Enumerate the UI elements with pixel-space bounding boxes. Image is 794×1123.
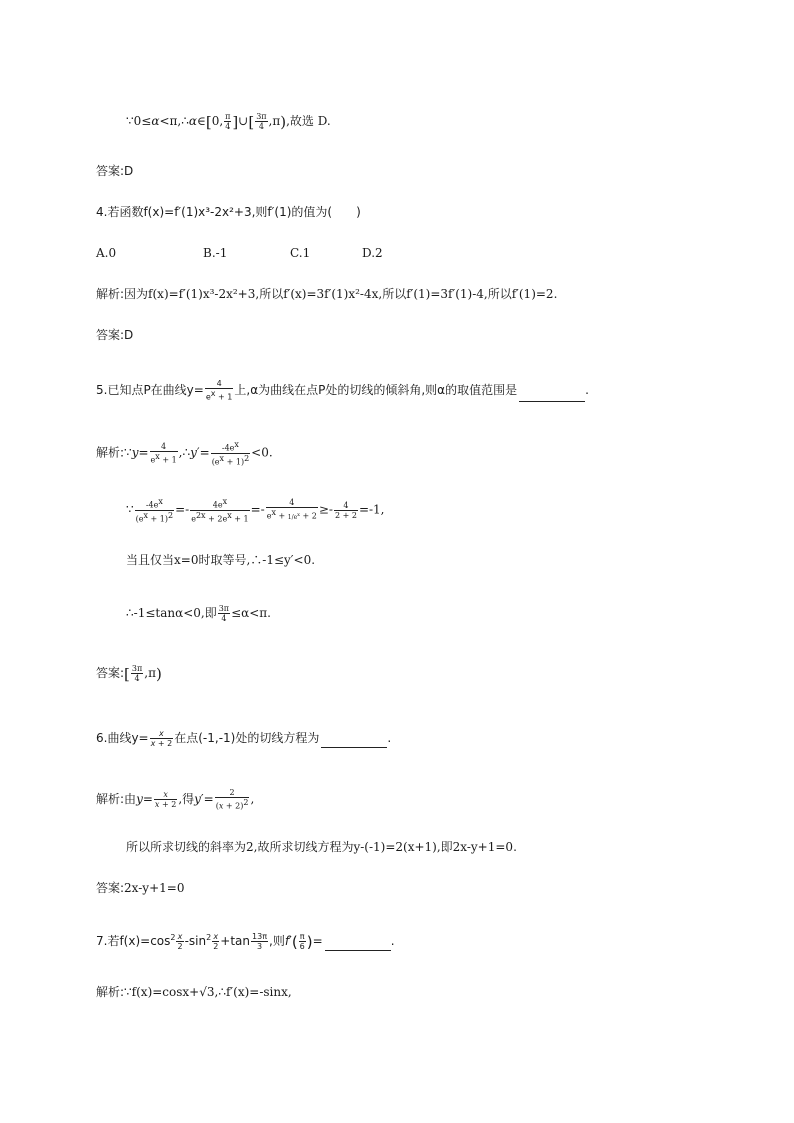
answer-3: 答案:D — [96, 164, 134, 178]
answer-4: 答案:D — [96, 328, 134, 342]
question-5-solution-4: ∴-1≤tanα<0,即 $\frac{3\pi}{4}$ ≤α<π. — [126, 604, 271, 623]
option-a: A.0 — [96, 246, 117, 260]
solution-line-alpha-range: ∵0≤α<π,∴α∈[0, $\frac{\pi}{4}$ ]∪[ $\frac{3\pi}{4}$ ,π),故选 D. — [126, 112, 331, 131]
question-5-solution-1: 解析:∵y= $\frac{4}{e^x + 1}$ ,∴y′= $\frac{-4e^x}{(e^x + 1)^2}$ <0. — [96, 440, 273, 467]
question-4: 4.若函数f(x)=f′(1)x³-2x²+3,则f′(1)的值为( ) — [96, 205, 361, 219]
answer-blank-7[interactable] — [325, 938, 391, 951]
answer-5: 答案:[ $\frac{3\pi}{4}$ ,π) — [96, 664, 162, 683]
question-6-solution-2: 所以所求切线的斜率为2,故所求切线方程为y-(-1)=2(x+1),即2x-y+1=0. — [126, 840, 517, 854]
option-c: C.1 — [290, 246, 311, 260]
answer-blank-5[interactable] — [519, 389, 585, 402]
option-d: D.2 — [362, 246, 383, 260]
question-5-solution-3: 当且仅当x=0时取等号,∴-1≤y′<0. — [126, 553, 316, 567]
question-7: 7.若$f(x)=\cos^2$ $\frac{x}{2}$ $-\sin^2$ $\frac{x}{2}$ +tan $\frac{13\pi}{3}$ ,则f′( $\frac{\pi}{6}$ )= . — [96, 932, 395, 951]
option-b: B.-1 — [203, 246, 228, 260]
question-5-solution-2: ∵ $\frac{-4e^x}{(e^x + 1)^2}$ =- $\frac{4e^x}{e^{2x} + 2e^x + 1}$ =- $\frac{4}{e^x + 1/e^x + 2}$ ≥- $\frac{4}{2 + 2}$ =-1, — [126, 497, 385, 524]
question-4-solution: 解析:因为f(x)=f′(1)x³-2x²+3,所以f′(x)=3f′(1)x²-4x,所以f′(1)=3f′(1)-4,所以f′(1)=2. — [96, 287, 558, 301]
answer-blank-6[interactable] — [321, 735, 387, 748]
question-6-solution-1: 解析:由y= $\frac{x}{x + 2}$ ,得y′= $\frac{2}{(x + 2)^2}$ , — [96, 788, 255, 811]
question-7-solution: 解析:∵f(x)=cosx+√3,∴f′(x)=-sinx, — [96, 985, 292, 999]
answer-6: 答案:2x-y+1=0 — [96, 881, 185, 895]
question-6: 6.曲线y= $\frac{x}{x + 2}$ 在点(-1,-1)处的切线方程为 . — [96, 729, 392, 748]
question-5: 5.已知点P在曲线y= $\frac{4}{e^x + 1}$ 上,α为曲线在点P处的切线的倾斜角,则α的取值范围是 . — [96, 379, 589, 402]
